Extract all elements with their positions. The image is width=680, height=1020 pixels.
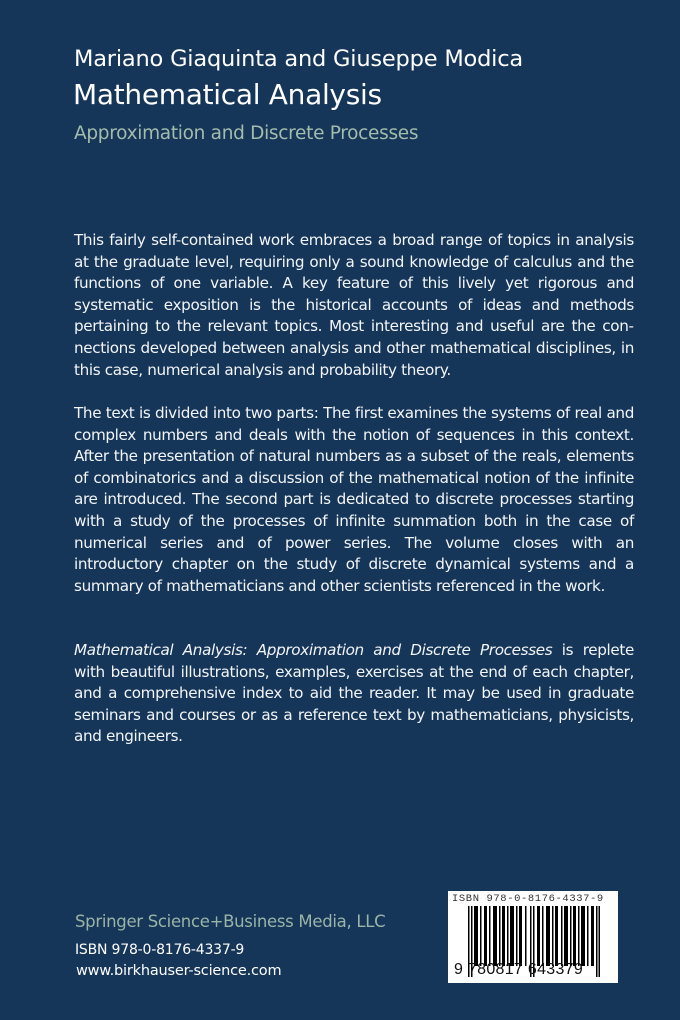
publisher-name: Springer Science+Business Media, LLC [75,912,386,931]
blurb-paragraph-3-text [74,640,634,748]
barcode-digits: 9 780817 643379 [454,961,584,978]
blurb-paragraph-1-text: This fairly self-contained work embraces a broad range of topics in analysis at the graduate level, requiring only a sound knowledge of calculus and the functions of one variable. A key feature of this lively yet rigorous and systematic exposition is the historical accounts of ideas and methods pertaining to the relevant topics. Most interesting and useful are the connections developed between analysis and other mathematical disciplines, in this case, numerical analysis and probability theory. [74,231,634,379]
blurb-paragraph-3 [74,640,634,748]
blurb-paragraph-3-rest: is replete with beautiful illustrations, examples, exercises at the end of each chapter, and a comprehensive index to aid the reader. It may be used in graduate seminars and courses or as a reference text by mathematicians, physicists, and engineers. [74,641,634,746]
blurb-paragraph-1 [74,230,634,381]
isbn-number: ISBN 978-0-8176-4337-9 [75,942,245,958]
book-subtitle: Approximation and Discrete Processes [74,123,419,144]
blurb-paragraph-2-text: The text is divided into two parts: The first examines the systems of real and complex numbers and deals with the notion of sequences in this context. After the presentation of natural numbers as a subset of the reals, elements of combinatorics and a discussion of the mathematical notion of the infinite are introduced. The second part is dedicated to discrete processes starting with a study of the processes of infinite summation both in the case of numerical series and of power series. The volume closes with an introductory chapter on the study of discrete dynamical systems and a summary of mathematicians and other scientists referenced in the work. [74,404,634,595]
book-title-italic: Mathematical Analysis: Approximation and Discrete Processes [74,641,553,659]
isbn-barcode [448,891,618,983]
publisher-url: www.birkhauser-science.com [76,963,282,979]
book-title: Mathematical Analysis [73,78,382,111]
authors: Mariano Giaquinta and Giuseppe Modica [74,46,523,72]
barcode-isbn-label: ISBN 978-0-8176-4337-9 [452,893,604,905]
blurb-paragraph-2 [74,403,634,597]
